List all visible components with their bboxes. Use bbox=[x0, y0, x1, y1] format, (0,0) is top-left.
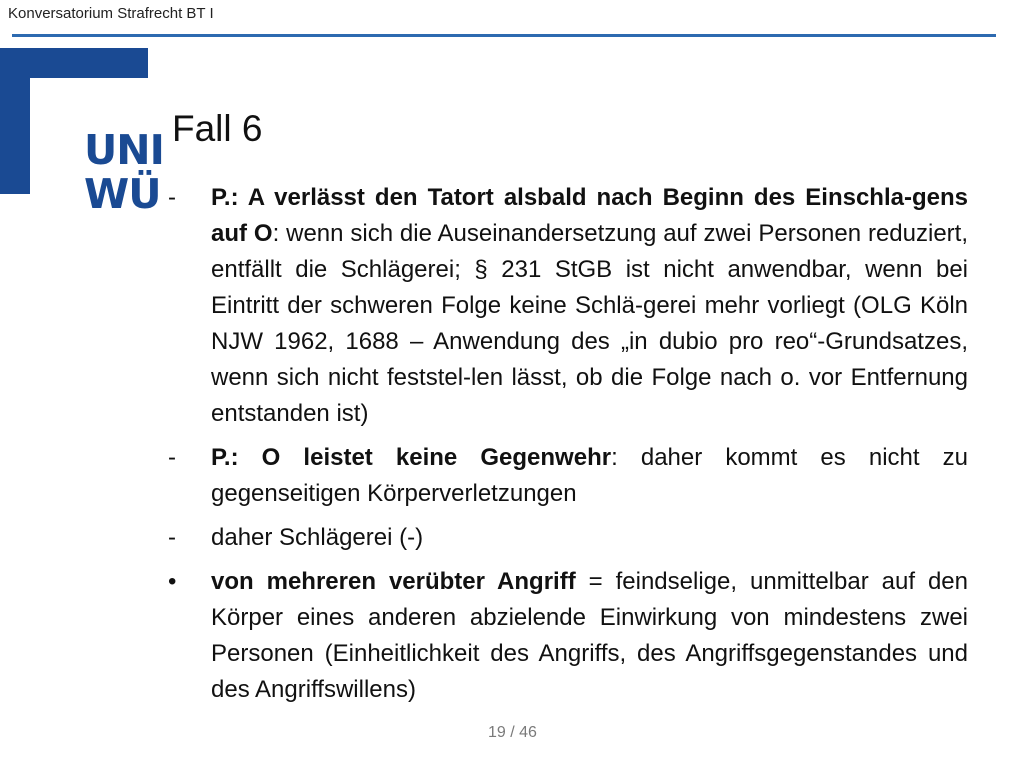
list-marker: • bbox=[168, 568, 177, 595]
list-item bbox=[168, 440, 968, 512]
university-logo bbox=[0, 48, 164, 218]
list-marker: - bbox=[168, 444, 176, 471]
header-divider bbox=[12, 34, 996, 37]
logo-text bbox=[84, 128, 164, 216]
list-marker: - bbox=[168, 524, 176, 551]
list-item-bold: P.: O leistet keine Gegenwehr bbox=[211, 444, 612, 471]
logo-line-1: UNI bbox=[84, 126, 164, 174]
header-title: Konversatorium Strafrecht BT I bbox=[8, 5, 214, 22]
slide-content bbox=[168, 180, 968, 716]
list-item-rest: : wenn sich die Auseinandersetzung auf zwei Personen reduziert, entfällt die Schlägerei; § 231 StGB ist nicht anwendbar, wenn bei Eintritt der schweren Folge keine Schlä-gerei mehr vorliegt (OLG Köln NJW 1962, 1688 – Anwendung des „in dubio pro reo“-Grundsatzes, wenn sich nicht feststel-len lässt, ob die Folge nach o. vor Entfernung entstanden ist) bbox=[211, 220, 969, 427]
list-item bbox=[168, 180, 968, 432]
list-marker: - bbox=[168, 184, 176, 211]
list-item-bold: von mehreren verübter Angriff bbox=[211, 568, 576, 595]
list-item-text bbox=[211, 440, 968, 512]
list-item-text bbox=[211, 180, 968, 432]
slide-title: Fall 6 bbox=[172, 108, 263, 149]
list-item-text bbox=[211, 520, 968, 556]
list-item-rest: = feindselige, unmittelbar auf den Körper eines anderen abzielende Einwirkung von mindestens zwei Personen (Einheitlichkeit des Angriffs, des Angriffsgegenstandes und des Angriffswillens) bbox=[211, 568, 968, 703]
list-item-rest: : daher kommt es nicht zu gegenseitigen Körperverletzungen bbox=[211, 444, 969, 507]
list-item-bold: P.: A verlässt den Tatort alsbald nach Beginn des Einschla-gens auf O bbox=[211, 184, 968, 247]
list-item bbox=[168, 564, 968, 708]
list-item-text bbox=[211, 564, 968, 708]
page-number: 19 / 46 bbox=[488, 724, 537, 741]
list-item bbox=[168, 520, 968, 556]
logo-line-2: WÜ bbox=[84, 170, 161, 218]
list-item-rest: daher Schlägerei (-) bbox=[211, 524, 424, 551]
